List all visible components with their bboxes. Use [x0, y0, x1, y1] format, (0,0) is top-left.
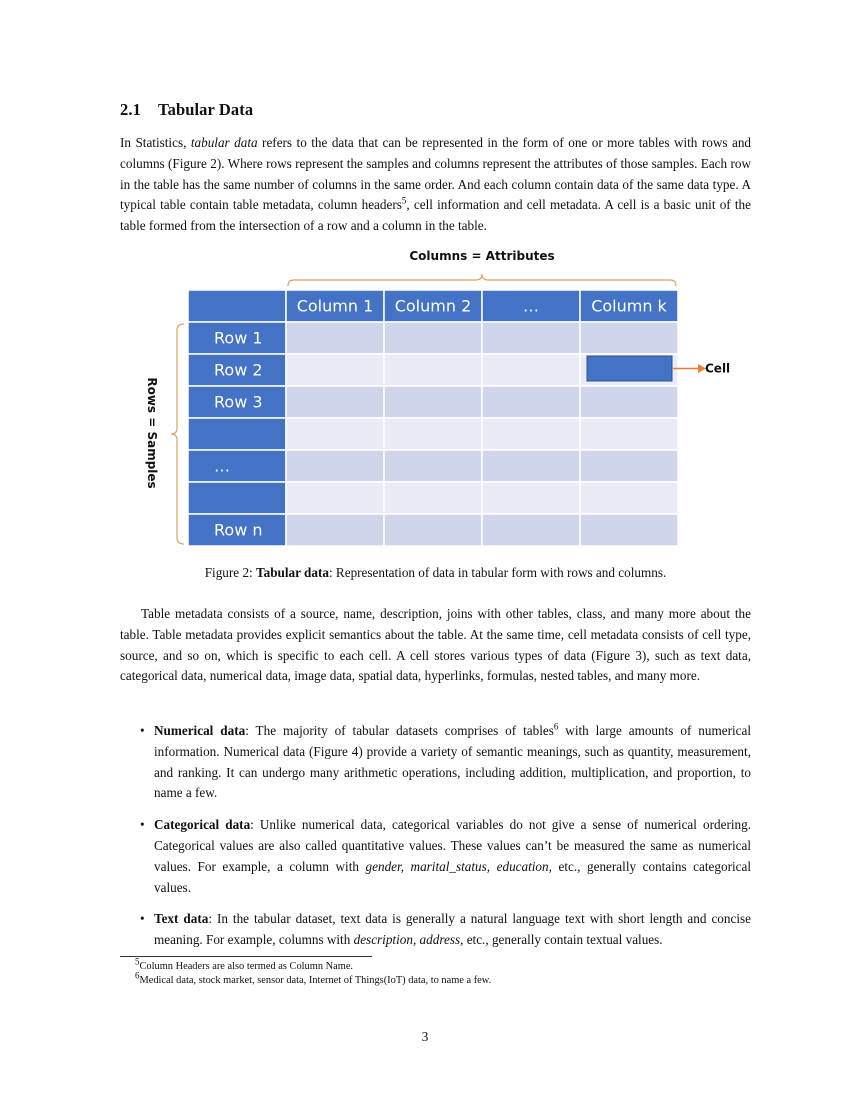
- figure-table: [188, 290, 678, 546]
- row-header-label: Row 3: [214, 392, 263, 412]
- cell-label: Cell: [705, 361, 731, 376]
- row-header-label: Row n: [214, 520, 263, 540]
- table-cell: [580, 322, 678, 354]
- table-corner-cell: [188, 290, 286, 322]
- table-cell: [482, 514, 580, 546]
- intro-paragraph: In Statistics, tabular data refers to the data that can be represented in the form of one or more tables with rows and columns (Figure 2). Where rows represent the samples and columns represent the attributes of those samples. Each row in the table has the same number of columns in the same order. And each column contain data of the same data type. A typical table contain table metadata, column headers$^5$, cell information and cell metadata. A cell is a basic unit of the table formed from the intersection of a row and a column in the table.: [120, 135, 752, 234]
- table-cell: [580, 514, 678, 546]
- table-cell: [286, 514, 384, 546]
- table-cell: [286, 482, 384, 514]
- table-cell: [286, 386, 384, 418]
- list-item-numerical: • Numerical data: The majority of tabular datasets comprises of tables$^6$ with large amounts of numerical information. Numerical data (Figure 4) provide a variety of semantic meanings, such as quantity, measurement, and ranking. It can undergo many arithmetic operations, including addition, multiplication, and proportion, to name a few.: [140, 721, 752, 801]
- columns-brace: [288, 274, 676, 286]
- table-cell: [482, 450, 580, 482]
- row-header-label: Row 2: [214, 360, 263, 380]
- row-header-label: …: [214, 456, 230, 476]
- columns-brace-label: Columns = Attributes: [409, 249, 555, 263]
- table-cell: [384, 514, 482, 546]
- table-cell: [384, 322, 482, 354]
- term-tabular-data: tabular data: [190, 135, 258, 150]
- table-cell: [482, 418, 580, 450]
- table-cell: [482, 354, 580, 386]
- table-cell: [384, 418, 482, 450]
- rows-brace: [171, 324, 184, 544]
- section-title: Tabular Data: [158, 100, 254, 119]
- section-number: 2.1: [120, 100, 141, 119]
- data-type-list: [140, 721, 751, 962]
- metadata-paragraph: Table metadata consists of a source, name, description, joins with other tables, class, and many more about the table. Table metadata provides explicit semantics about the table. At the same time, cell metadata consists of cell type, source, and so on, which is specific to each cell. A cell stores various types of data (Figure 3), such as text data, categorical data, numerical data, image data, spatial data, hyperlinks, formulas, nested tables, and many more.: [120, 606, 751, 684]
- footnote-rule: [120, 956, 372, 957]
- section-heading: [120, 100, 253, 120]
- list-item-categorical: • Categorical data: Unlike numerical data, categorical variables do not give a sense of numerical ordering. Categorical values are also called quantitative values. These values can’t be measured the same as numerical values. For example, a column with gender, marital_status, education, etc., generally contains categorical values.: [140, 817, 751, 895]
- table-cell: [384, 450, 482, 482]
- footnote-5: $^5$Column Headers are also termed as Column Name.: [135, 956, 354, 972]
- footnote-ref-6[interactable]: 6: [553, 721, 559, 732]
- table-cell: [384, 354, 482, 386]
- rows-brace-label: Rows = Samples: [145, 377, 159, 489]
- table-cell: [482, 322, 580, 354]
- table-cell: [580, 482, 678, 514]
- figure-tabular-data: [140, 244, 760, 549]
- table-cell: [482, 482, 580, 514]
- table-cell: [286, 450, 384, 482]
- list-item-text: • Text data: In the tabular dataset, text data is generally a natural language text with short length and concise meaning. For example, columns with description, address, etc., generally contain textual values.: [140, 911, 751, 948]
- figure-caption: Figure 2: Tabular data: Representation of data in tabular form with rows and columns.: [204, 565, 667, 580]
- table-cell: [580, 450, 678, 482]
- table-cell: [384, 482, 482, 514]
- column-header-label: …: [523, 296, 539, 316]
- column-header-label: Column 2: [394, 296, 472, 316]
- footnote-6: $^6$Medical data, stock market, sensor data, Internet of Things(IoT) data, to name a few.: [135, 970, 492, 986]
- row-header-cell: [188, 482, 286, 514]
- table-cell: [482, 386, 580, 418]
- column-header-label: Column k: [591, 296, 667, 316]
- row-header-cell: [188, 418, 286, 450]
- footnotes: [120, 956, 751, 988]
- table-cell: [286, 418, 384, 450]
- row-header-label: Row 1: [214, 328, 263, 348]
- table-cell: [384, 386, 482, 418]
- table-cell: [580, 418, 678, 450]
- row-header-cell: [188, 450, 286, 482]
- footnote-ref-5[interactable]: 5: [401, 196, 407, 206]
- table-cell: [286, 322, 384, 354]
- column-header-label: Column 1: [296, 296, 374, 316]
- table-cell: [286, 354, 384, 386]
- table-cell: [580, 386, 678, 418]
- highlighted-cell: [587, 356, 672, 381]
- page-number: 3: [421, 1029, 429, 1044]
